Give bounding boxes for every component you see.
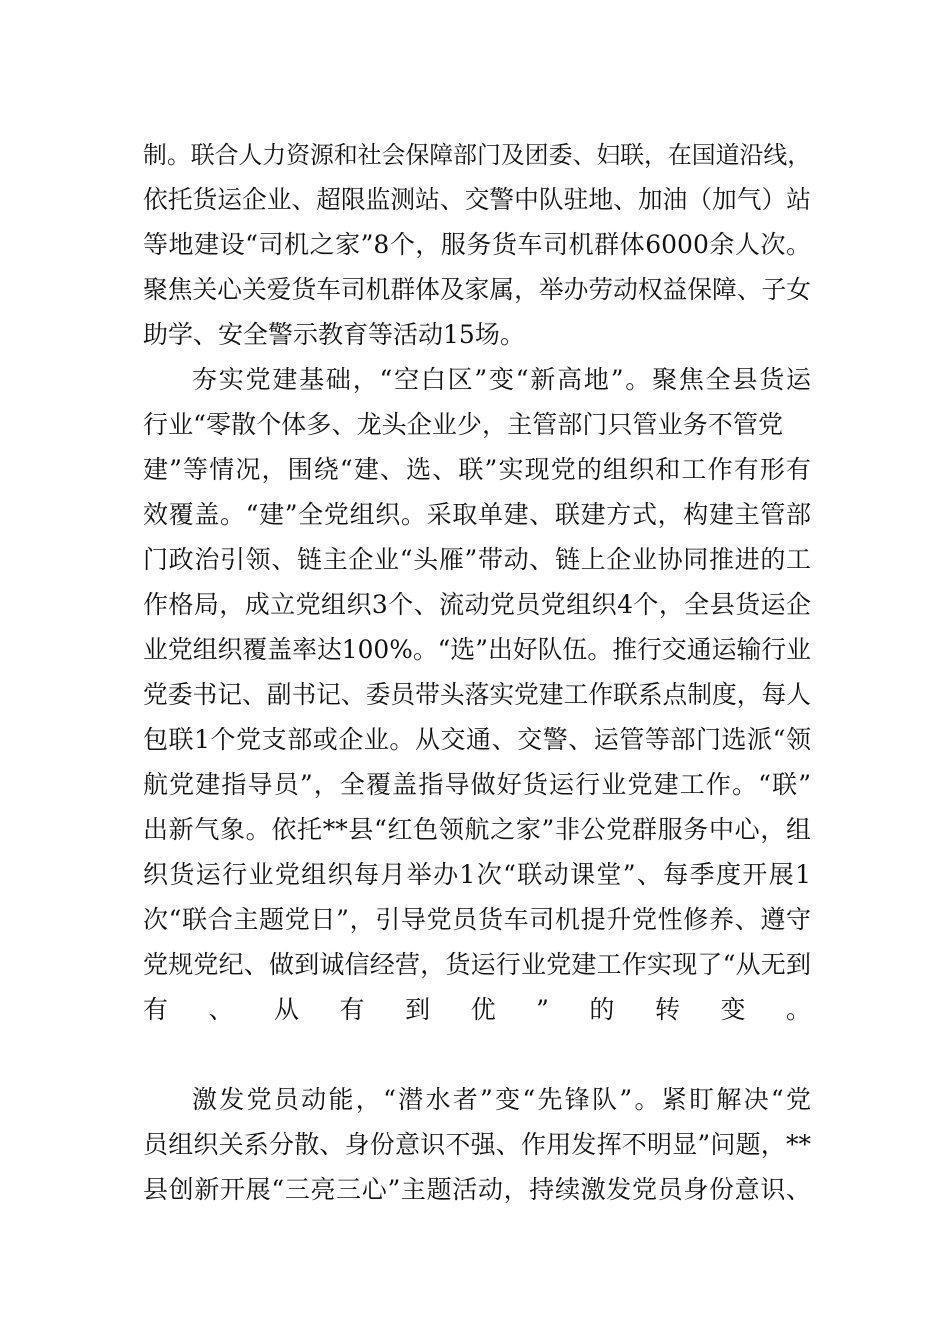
text-line: 作格局，成立党组织3个、流动党员党组织4个，全县货运企: [143, 590, 811, 619]
text-line: 航党建指导员”，全覆盖指导做好货运行业党建工作。“联”: [143, 770, 811, 799]
text-line: 激发党员动能，“潜水者”变“先锋队”。紧盯解决“党: [192, 1085, 811, 1114]
text-line: 依托货运企业、超限监测站、交警中队驻地、加油（加气）站: [143, 185, 811, 214]
text-line: 织货运行业党组织每月举办1次“联动课堂”、每季度开展1: [143, 860, 811, 889]
text-line: 等地建设“司机之家”8个，服务货车司机群体6000余人次。: [143, 230, 811, 259]
text-line: 包联1个党支部或企业。从交通、交警、运管等部门选派“领: [143, 725, 811, 754]
text-line: 业党组织覆盖率达100%。“选”出好队伍。推行交通运输行业: [143, 635, 811, 664]
text-line: 次“联合主题党日”，引导党员货车司机提升党性修养、遵守: [143, 905, 811, 934]
text-line: 员组织关系分散、身份意识不强、作用发挥不明显”问题，**: [143, 1130, 811, 1159]
text-line: 行业“零散个体多、龙头企业少，主管部门只管业务不管党: [143, 410, 783, 439]
text-line: 制。联合人力资源和社会保障部门及团委、妇联，在国道沿线，: [143, 141, 812, 169]
text-line: 门政治引领、链主企业“头雁”带动、链上企业协同推进的工: [143, 545, 811, 574]
text-line: 党委书记、副书记、委员带头落实党建工作联系点制度，每人: [143, 680, 811, 709]
text-line: 出新气象。依托**县“红色领航之家”非公党群服务中心，组: [143, 815, 811, 844]
text-line: 助学、安全警示教育等活动15场。: [143, 320, 525, 349]
text-line: 建”等情况，围绕“建、选、联”实现党的组织和工作有形有: [143, 455, 811, 484]
text-line: 效覆盖。“建”全党组织。采取单建、联建方式，构建主管部: [143, 500, 811, 529]
text-line: 夯实党建基础，“空白区”变“新高地”。聚焦全县货运: [192, 365, 811, 394]
text-line: 聚焦关心关爱货车司机群体及家属，举办劳动权益保障、子女: [143, 275, 811, 304]
text-line: [143, 1040, 811, 1070]
text-line: 县创新开展“三亮三心”主题活动，持续激发党员身份意识、: [143, 1175, 811, 1204]
text-line: 党规党纪、做到诚信经营，货运行业党建工作实现了“从无到: [143, 950, 811, 979]
text-line: 有、从有到优”的转变。: [143, 995, 811, 1024]
